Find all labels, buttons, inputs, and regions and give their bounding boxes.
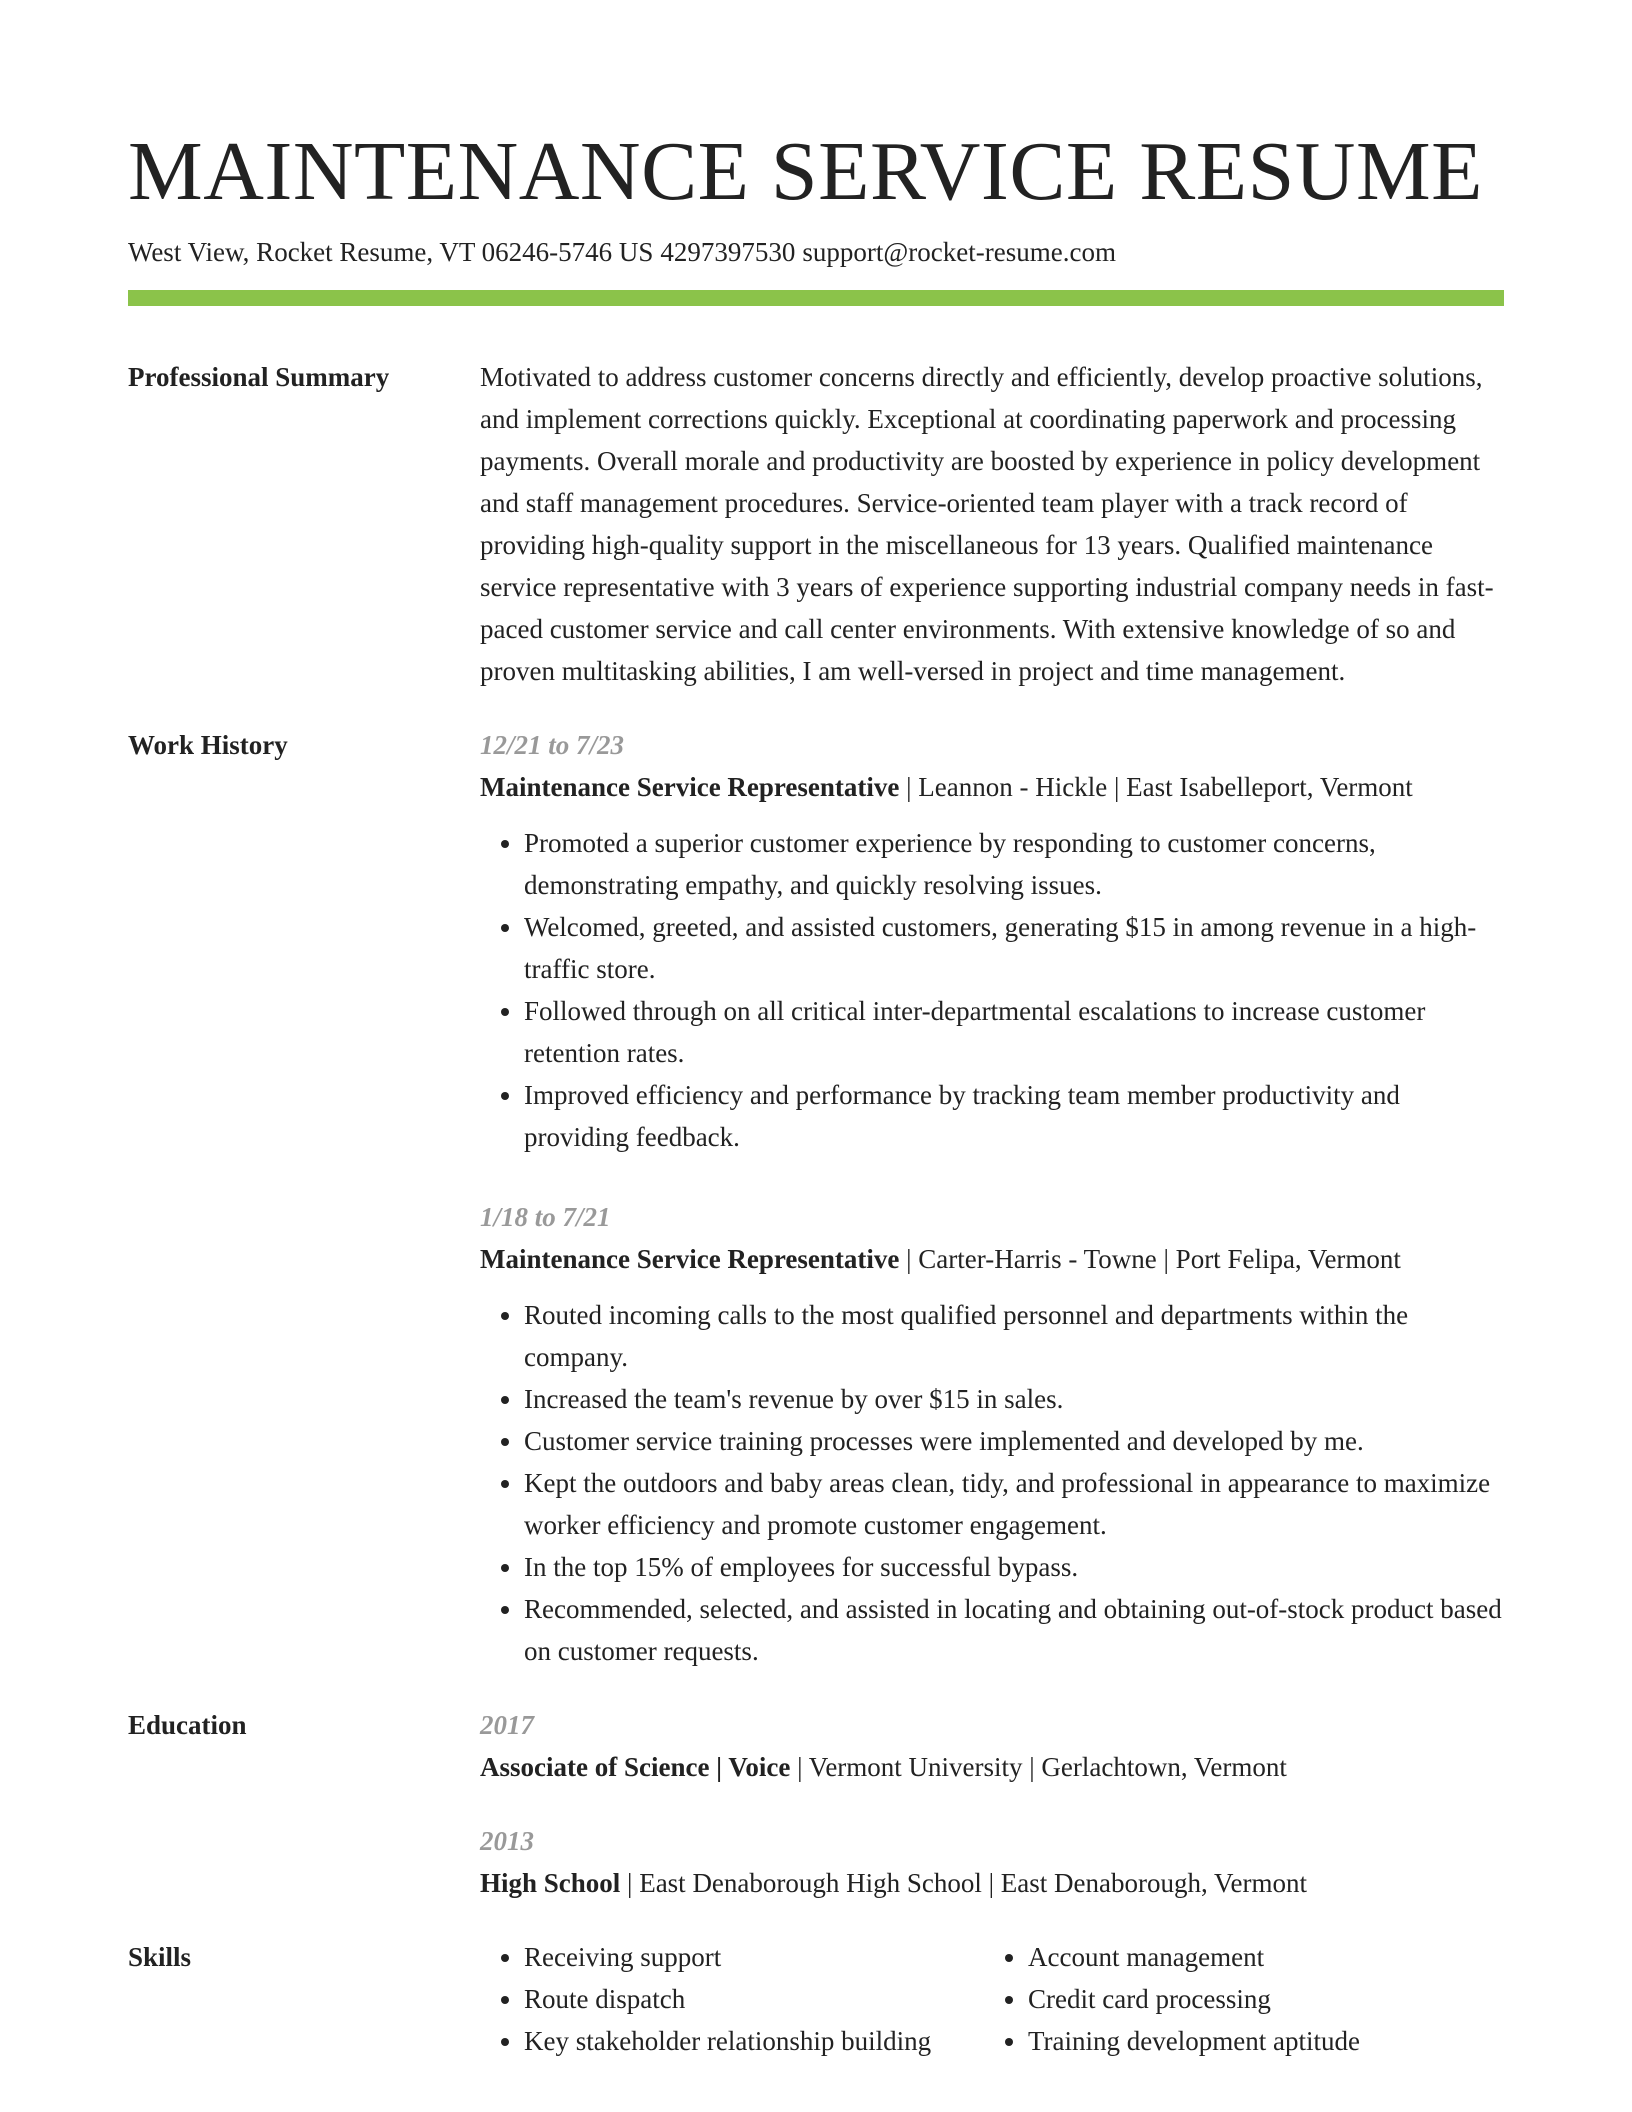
section-work-history — [128, 724, 1504, 1672]
list-item: • Training development aptitude — [1028, 2020, 1548, 2062]
list-item: • Kept the outdoors and baby areas clean, tidy, and professional in appearance to maximize worker efficiency and promote customer engagement. — [524, 1462, 1504, 1546]
job-dates: 12/21 to 7/23 — [480, 730, 625, 761]
education-entry — [480, 1704, 1504, 1788]
education-entry — [480, 1820, 1504, 1904]
job-bullets — [480, 1294, 1504, 1672]
skills-column-left — [480, 1936, 984, 2062]
section-skills — [128, 1936, 1504, 2062]
resume-title: MAINTENANCE SERVICE RESUME — [128, 125, 1483, 218]
list-item: • Receiving support — [524, 1936, 984, 1978]
accent-divider — [128, 290, 1504, 306]
list-item: • Route dispatch — [524, 1978, 984, 2020]
section-professional-summary — [128, 356, 1504, 692]
job-bullets — [480, 822, 1504, 1158]
list-item: • Welcomed, greeted, and assisted customers, generating $15 in among revenue in a high-traffic store. — [524, 906, 1504, 990]
education-details: | Vermont University | Gerlachtown, Vermont — [790, 1752, 1287, 1783]
contact-line — [128, 236, 1504, 268]
job-dates: 1/18 to 7/21 — [480, 1202, 611, 1233]
job-details: | Leannon - Hickle | East Isabelleport, Vermont — [899, 772, 1413, 803]
list-item: • Increased the team's revenue by over $15 in sales. — [524, 1378, 1504, 1420]
list-item: • Promoted a superior customer experience by responding to customer concerns, demonstrating empathy, and quickly resolving issues. — [524, 822, 1504, 906]
list-item: • Key stakeholder relationship building — [524, 2020, 984, 2062]
section-label-work: Work History — [128, 730, 288, 761]
contact-address: West View, Rocket Resume, VT 06246-5746 US — [128, 237, 654, 267]
section-label-skills: Skills — [128, 1942, 192, 1973]
list-item: • Improved efficiency and performance by tracking team member productivity and providing feedback. — [524, 1074, 1504, 1158]
list-item: • In the top 15% of employees for successful bypass. — [524, 1546, 1504, 1588]
list-item: • Credit card processing — [1028, 1978, 1548, 2020]
list-item: • Routed incoming calls to the most qualified personnel and departments within the company. — [524, 1294, 1504, 1378]
section-label-education: Education — [128, 1710, 247, 1741]
education-year: 2017 — [480, 1710, 534, 1741]
list-item: • Followed through on all critical inter-departmental escalations to increase customer retention rates. — [524, 990, 1504, 1074]
list-item: • Account management — [1028, 1936, 1548, 1978]
job-heading — [480, 766, 1504, 808]
education-entries — [480, 1704, 1504, 1904]
contact-email: support@rocket-resume.com — [802, 237, 1116, 267]
job-entry — [480, 724, 1504, 1158]
skills-columns — [480, 1936, 1548, 2062]
list-item: • Recommended, selected, and assisted in locating and obtaining out-of-stock product based on customer requests. — [524, 1588, 1504, 1672]
job-title: Maintenance Service Representative — [480, 772, 900, 803]
section-education — [128, 1704, 1504, 1904]
skills-column-right — [984, 1936, 1548, 2062]
education-degree: High School — [480, 1868, 621, 1899]
education-details: | East Denaborough High School | East Denaborough, Vermont — [620, 1868, 1307, 1899]
contact-phone: 4297397530 — [660, 237, 796, 267]
job-details: | Carter-Harris - Towne | Port Felipa, Vermont — [899, 1244, 1401, 1275]
education-year: 2013 — [480, 1826, 534, 1857]
job-heading — [480, 1238, 1504, 1280]
education-heading — [480, 1746, 1504, 1788]
job-entry — [480, 1196, 1504, 1672]
education-heading — [480, 1862, 1504, 1904]
summary-text: Motivated to address customer concerns directly and efficiently, develop proactive solutions, and implement corrections quickly. Exceptional at coordinating paperwork and processing payments. Overall morale and productivity are boosted by experience in policy development and staff management procedures. Service-oriented team player with a track record of providing high-quality support in the miscellaneous for 13 years. Qualified maintenance service representative with 3 years of experience supporting industrial company needs in fast-paced customer service and call center environments. With extensive knowledge of so and proven multitasking abilities, I am well-versed in project and time management. — [480, 362, 1494, 687]
job-title: Maintenance Service Representative — [480, 1244, 900, 1275]
education-degree: Associate of Science | Voice — [480, 1752, 791, 1783]
section-label-summary: Professional Summary — [128, 362, 390, 393]
work-entries — [480, 724, 1504, 1672]
list-item: • Customer service training processes were implemented and developed by me. — [524, 1420, 1504, 1462]
skills-body — [480, 1936, 1548, 2062]
resume-page — [128, 118, 1504, 2062]
